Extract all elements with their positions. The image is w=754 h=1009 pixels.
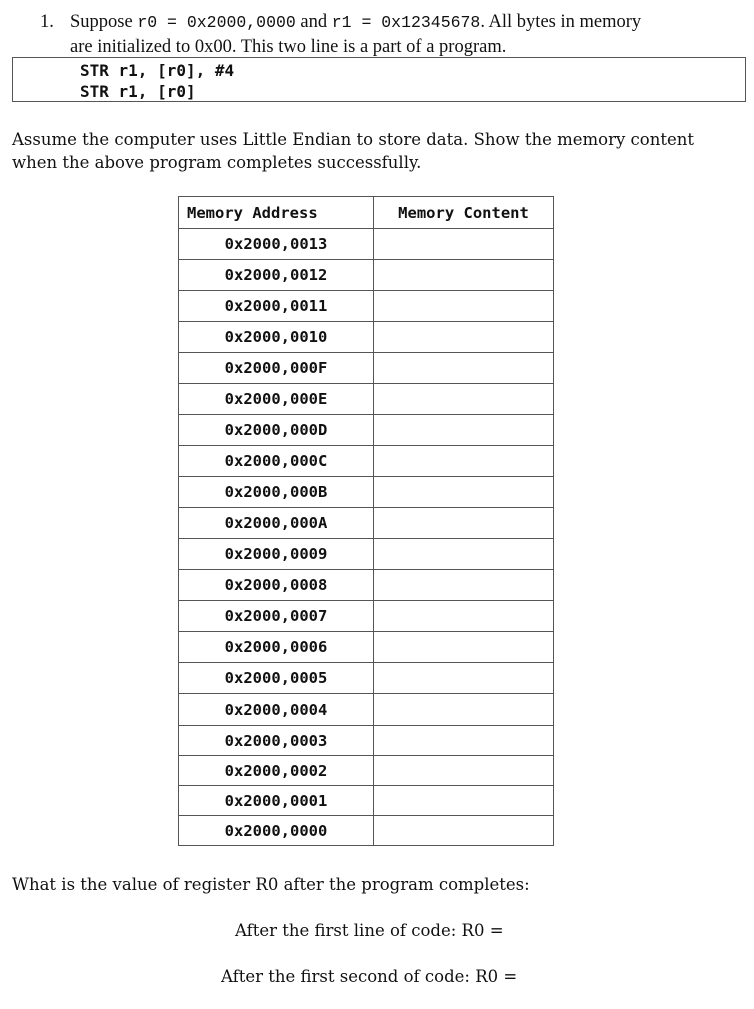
memory-content-cell[interactable]	[374, 384, 554, 415]
memory-content-cell[interactable]	[374, 291, 554, 322]
memory-address-cell: 0x2000,0006	[179, 632, 374, 663]
code-box	[12, 57, 746, 102]
table-row	[179, 477, 554, 508]
equals-sign: =	[157, 13, 187, 32]
memory-content-cell[interactable]	[374, 632, 554, 663]
table-row	[179, 539, 554, 570]
table-row	[179, 726, 554, 756]
memory-content-cell[interactable]	[374, 446, 554, 477]
table-row	[179, 756, 554, 786]
memory-content-cell[interactable]	[374, 415, 554, 446]
table-row	[179, 694, 554, 726]
register-question: What is the value of register R0 after the program completes:	[12, 875, 530, 894]
memory-address-cell: 0x2000,0013	[179, 229, 374, 260]
table-row	[179, 786, 554, 816]
table-row	[179, 632, 554, 663]
memory-address-cell: 0x2000,0009	[179, 539, 374, 570]
memory-content-cell[interactable]	[374, 786, 554, 816]
memory-content-cell[interactable]	[374, 663, 554, 694]
memory-content-cell[interactable]	[374, 477, 554, 508]
memory-content-cell[interactable]	[374, 353, 554, 384]
memory-address-cell: 0x2000,0007	[179, 601, 374, 632]
table-row	[179, 601, 554, 632]
memory-table-body	[179, 229, 554, 846]
memory-table	[178, 196, 554, 846]
table-row	[179, 384, 554, 415]
memory-content-cell[interactable]	[374, 260, 554, 291]
table-row	[179, 260, 554, 291]
memory-address-cell: 0x2000,000A	[179, 508, 374, 539]
memory-content-cell[interactable]	[374, 816, 554, 846]
table-row	[179, 663, 554, 694]
answer-line-1: After the first line of code: R0 =	[235, 921, 504, 940]
table-row	[179, 570, 554, 601]
memory-content-header: Memory Content	[374, 197, 554, 229]
memory-address-cell: 0x2000,0001	[179, 786, 374, 816]
table-header-row	[179, 197, 554, 229]
memory-address-cell: 0x2000,0005	[179, 663, 374, 694]
memory-address-cell: 0x2000,0010	[179, 322, 374, 353]
memory-content-cell[interactable]	[374, 570, 554, 601]
memory-address-cell: 0x2000,000D	[179, 415, 374, 446]
instructions-line-2: when the above program completes successfully.	[12, 153, 422, 172]
memory-address-cell: 0x2000,0000	[179, 816, 374, 846]
table-row	[179, 415, 554, 446]
r1-initial-value: 0x12345678	[381, 13, 481, 32]
memory-address-cell: 0x2000,0002	[179, 756, 374, 786]
memory-address-cell: 0x2000,0003	[179, 726, 374, 756]
memory-address-cell: 0x2000,000B	[179, 477, 374, 508]
memory-content-cell[interactable]	[374, 756, 554, 786]
memory-address-cell: 0x2000,0004	[179, 694, 374, 726]
memory-address-cell: 0x2000,000E	[179, 384, 374, 415]
and-connector: and	[295, 12, 332, 32]
table-row	[179, 353, 554, 384]
memory-content-cell[interactable]	[374, 601, 554, 632]
question-intro: Suppose	[70, 12, 138, 32]
memory-content-cell[interactable]	[374, 539, 554, 570]
r0-register-name: r0	[137, 13, 158, 32]
table-row	[179, 291, 554, 322]
memory-content-cell[interactable]	[374, 322, 554, 353]
code-line-2: STR r1, [r0]	[80, 82, 196, 101]
question-text-line-1	[70, 12, 641, 33]
code-line-1: STR r1, [r0], #4	[80, 61, 235, 80]
memory-address-cell: 0x2000,0011	[179, 291, 374, 322]
instructions-line-1: Assume the computer uses Little Endian to store data. Show the memory content	[12, 130, 695, 149]
memory-address-cell: 0x2000,0008	[179, 570, 374, 601]
question-number: 1.	[40, 12, 54, 32]
table-row	[179, 508, 554, 539]
memory-content-cell[interactable]	[374, 726, 554, 756]
table-row	[179, 816, 554, 846]
table-row	[179, 229, 554, 260]
memory-content-cell[interactable]	[374, 508, 554, 539]
memory-address-cell: 0x2000,000C	[179, 446, 374, 477]
memory-address-cell: 0x2000,000F	[179, 353, 374, 384]
memory-address-header: Memory Address	[179, 197, 374, 229]
memory-address-cell: 0x2000,0012	[179, 260, 374, 291]
question-line-1-end: . All bytes in memory	[480, 12, 642, 32]
r1-register-name: r1	[331, 13, 352, 32]
table-row	[179, 322, 554, 353]
memory-content-cell[interactable]	[374, 694, 554, 726]
equals-sign: =	[351, 13, 382, 32]
question-text-line-2: are initialized to 0x00. This two line is a part of a program.	[70, 37, 507, 57]
answer-line-2: After the first second of code: R0 =	[221, 967, 518, 986]
table-row	[179, 446, 554, 477]
memory-content-cell[interactable]	[374, 229, 554, 260]
r0-initial-value: 0x2000,0000	[186, 13, 296, 32]
